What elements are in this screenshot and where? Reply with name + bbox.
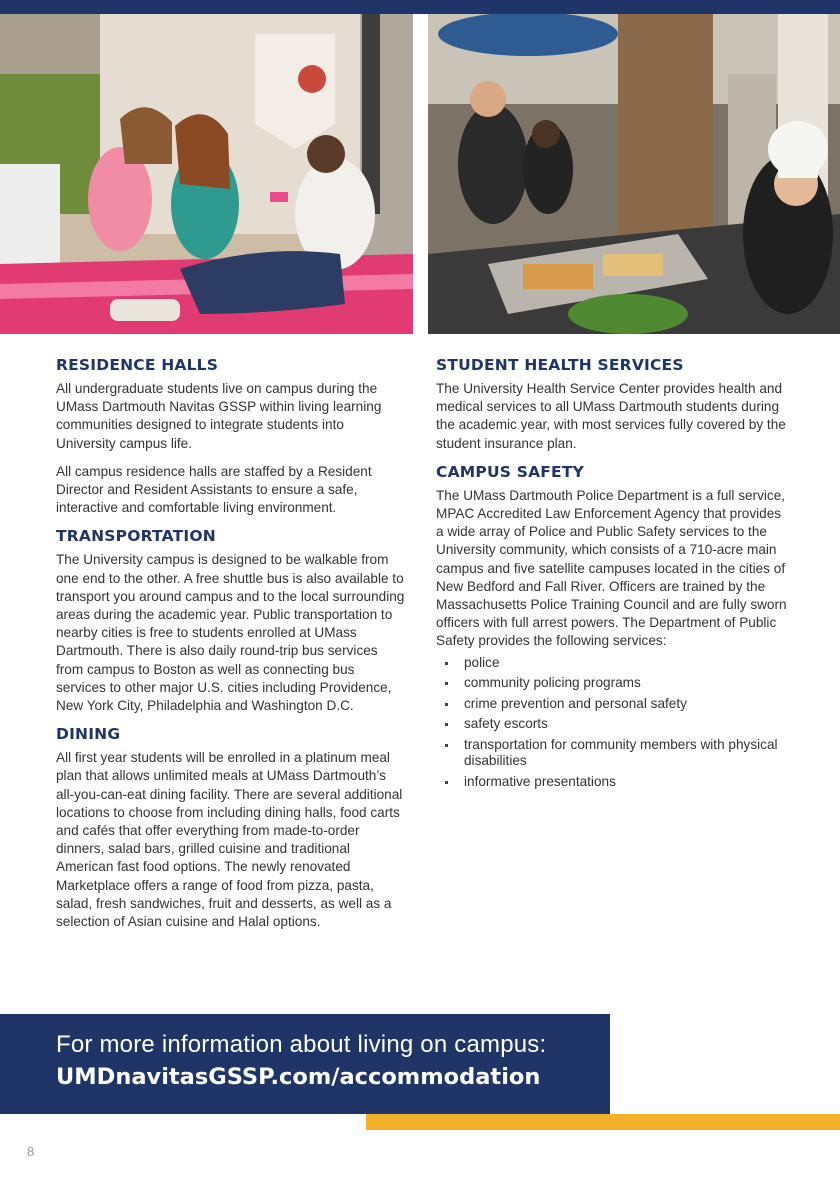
top-accent-bar xyxy=(0,0,840,14)
health-services-section xyxy=(436,356,792,453)
health-services-heading: STUDENT HEALTH SERVICES xyxy=(436,356,684,374)
safety-services-list xyxy=(436,655,792,791)
page-number: 8 xyxy=(27,1144,35,1159)
campus-safety-section xyxy=(436,463,792,790)
residence-halls-heading: RESIDENCE HALLS xyxy=(56,356,219,374)
banner-text: For more information about living on campus: xyxy=(56,1031,547,1058)
list-item: transportation for community members with physical disabilities xyxy=(436,737,792,770)
dining-heading: DINING xyxy=(56,725,121,744)
dorm-room-photo xyxy=(0,14,413,334)
transportation-heading: TRANSPORTATION xyxy=(56,527,216,546)
list-item: community policing programs xyxy=(436,675,792,692)
transportation-paragraph: The University campus is designed to be walkable from one end to the other. A free shuttle bus is also available to transport you around campus and to the local surrounding areas during the academic year. Public transportation to nearby cities is free to students enrolled at UMass Dartmouth. There is also daily round-trip bus services from campus to Boston as well as connecting bus services to other major U.S. cities including Providence, New York City, Philadelphia and Washington D.C. xyxy=(56,552,405,714)
gold-accent-bar xyxy=(366,1114,840,1130)
list-item: police xyxy=(436,655,792,672)
dining-section xyxy=(56,725,406,931)
campus-safety-paragraph: The UMass Dartmouth Police Department is a full service, MPAC Accredited Law Enforcement Agency that provides a wide array of Police and Public Safety services to the University community, which consists of a 710-acre main campus and five satellite campuses located in the cities of New Bedford and Fall River. Officers are trained by the Massachusetts Police Training Council and are fully sworn officers with full arrest powers. The Department of Public Safety provides the following services: xyxy=(436,487,787,649)
residence-halls-paragraph-1: All undergraduate students live on campus during the UMass Dartmouth Navitas GSSP within living learning communities designed to integrate students into University campus life. xyxy=(56,381,382,451)
right-column xyxy=(436,356,792,796)
more-info-banner xyxy=(0,1014,610,1114)
list-item: crime prevention and personal safety xyxy=(436,696,792,713)
list-item: informative presentations xyxy=(436,774,792,791)
dining-hall-photo xyxy=(428,14,840,334)
residence-halls-paragraph-2: All campus residence halls are staffed by a Resident Director and Resident Assistants to ensure a safe, interactive and comfortable living environment. xyxy=(56,463,372,516)
campus-safety-heading: CAMPUS SAFETY xyxy=(436,462,585,481)
dining-paragraph: All first year students will be enrolled in a platinum meal plan that allows unlimited meals at UMass Dartmouth’s all-you-can-eat dining facility. There are several additional locations to choose from including dining halls, food carts and cafés that offer everything from made-to-order dinners, salad bars, grilled cuisine and traditional American fast food options. The newly renovated Marketplace offers a range of food from pizza, pasta, salad, fresh sandwiches, fruit and desserts, as well as a selection of Asian cuisine and Halal options. xyxy=(56,750,403,930)
list-item: safety escorts xyxy=(436,716,792,733)
residence-halls-section xyxy=(56,356,406,517)
transportation-section xyxy=(56,527,406,715)
left-column xyxy=(56,356,406,941)
accommodation-link[interactable]: UMDnavitasGSSP.com/accommodation xyxy=(56,1064,541,1090)
health-services-paragraph: The University Health Service Center provides health and medical services to all UMass Dartmouth students during the academic year, with most services fully covered by the student insurance plan. xyxy=(436,381,786,451)
